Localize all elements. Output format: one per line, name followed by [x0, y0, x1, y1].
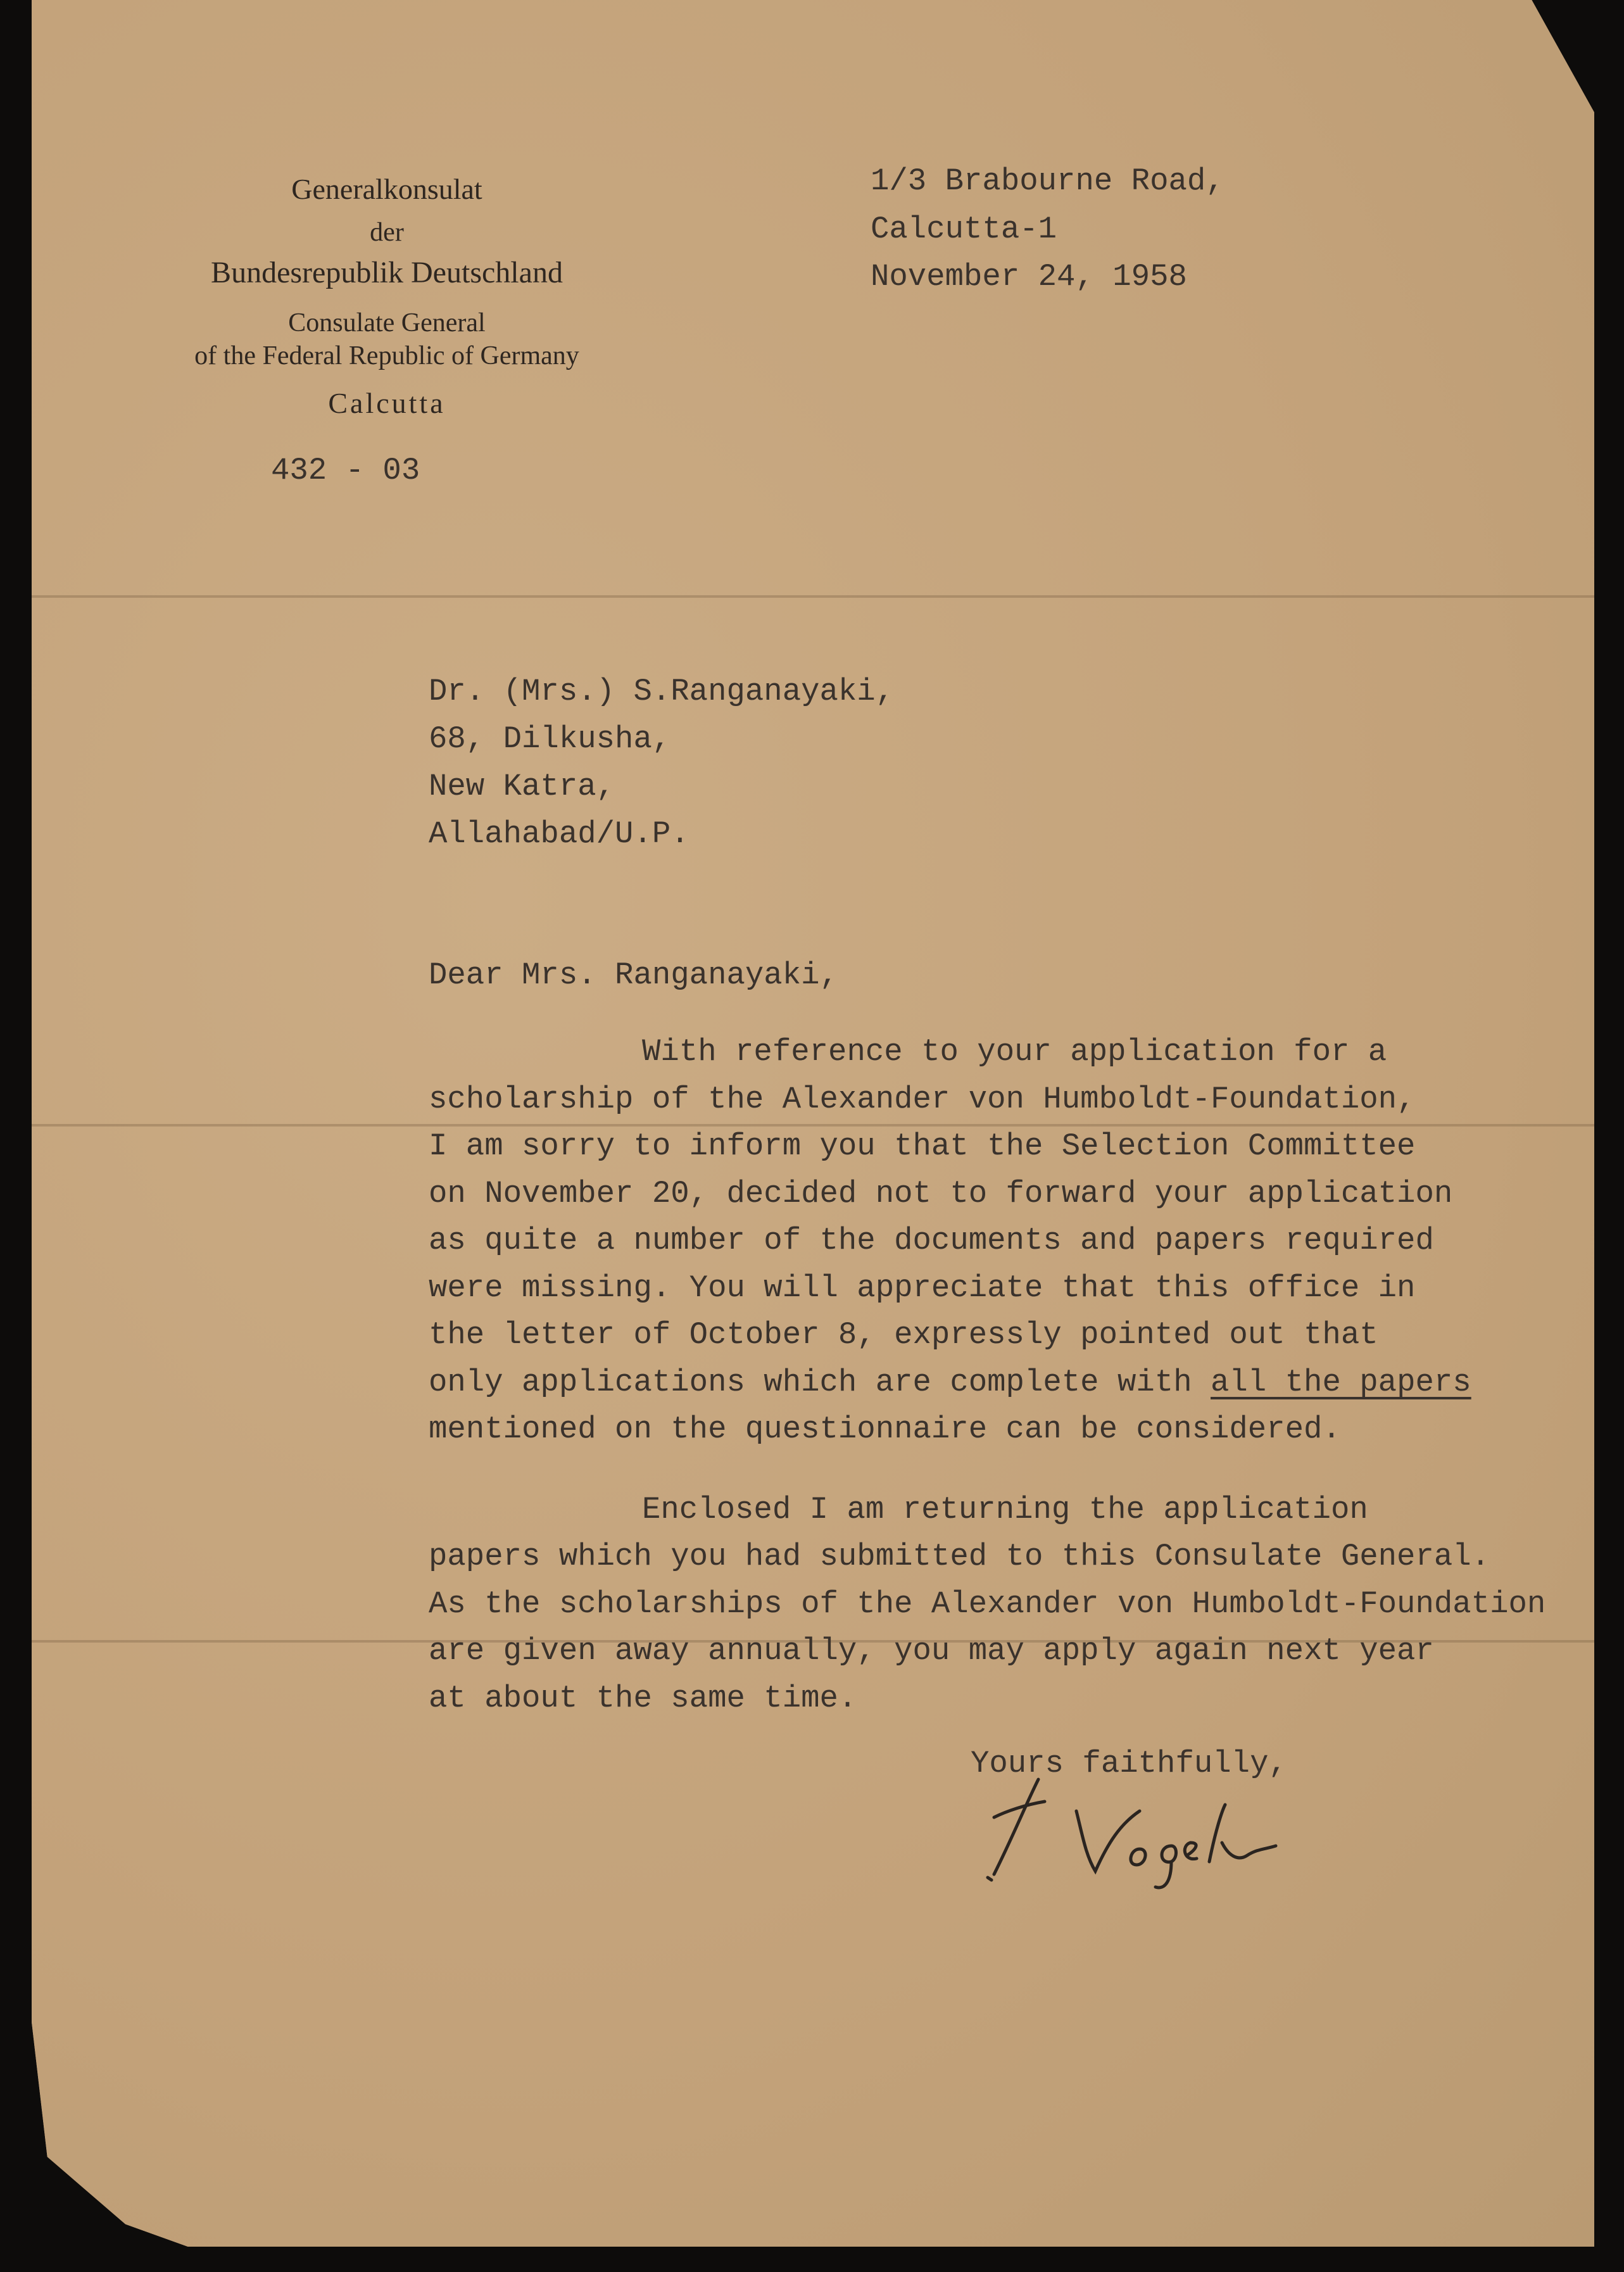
body-line: are given away annually, you may apply again next year	[429, 1633, 1434, 1669]
reference-number: 432 - 03	[271, 453, 420, 488]
body-line: I am sorry to inform you that the Selection Committee	[429, 1128, 1416, 1164]
closing: Yours faithfully,	[971, 1746, 1287, 1781]
body-line: were missing. You will appreciate that this office in	[429, 1270, 1416, 1306]
body-line: As the scholarships of the Alexander von Humboldt-Foundation	[429, 1586, 1546, 1622]
fold-crease	[32, 1124, 1594, 1127]
recipient-line: New Katra,	[429, 769, 615, 804]
body-line: papers which you had submitted to this Consulate General.	[429, 1539, 1490, 1574]
body-line: scholarship of the Alexander von Humboldt-Foundation,	[429, 1082, 1416, 1117]
letterhead-line: der	[370, 218, 404, 247]
letterhead-line: Generalkonsulat	[291, 173, 482, 205]
body-text: only applications which are complete with	[429, 1365, 1211, 1400]
body-line: on November 20, decided not to forward your application	[429, 1176, 1453, 1211]
body-line: at about the same time.	[429, 1681, 857, 1716]
letterhead-line: Consulate General	[288, 308, 486, 338]
recipient-line: 68, Dilkusha,	[429, 721, 671, 757]
address-line: 1/3 Brabourne Road,	[871, 163, 1224, 199]
letterhead-line: of the Federal Republic of Germany	[194, 341, 579, 370]
recipient-line: Dr. (Mrs.) S.Ranganayaki,	[429, 674, 895, 709]
letter-date: November 24, 1958	[871, 259, 1187, 294]
body-line: mentioned on the questionnaire can be considered.	[429, 1411, 1341, 1447]
letterhead-line: Bundesrepublik Deutschland	[211, 256, 563, 289]
body-line: the letter of October 8, expressly pointed out that	[429, 1317, 1378, 1353]
address-line: Calcutta-1	[871, 211, 1057, 247]
body-line: With reference to your application for a	[642, 1034, 1387, 1070]
salutation: Dear Mrs. Ranganayaki,	[429, 957, 838, 993]
body-line: Enclosed I am returning the application	[642, 1492, 1368, 1527]
underlined-text: all the papers	[1211, 1365, 1471, 1400]
fold-crease	[32, 595, 1594, 598]
body-line: as quite a number of the documents and papers required	[429, 1223, 1434, 1258]
handwritten-signature	[969, 1767, 1298, 1893]
body-line	[429, 1365, 1471, 1400]
recipient-line: Allahabad/U.P.	[429, 816, 689, 852]
letterhead-city: Calcutta	[328, 387, 446, 419]
